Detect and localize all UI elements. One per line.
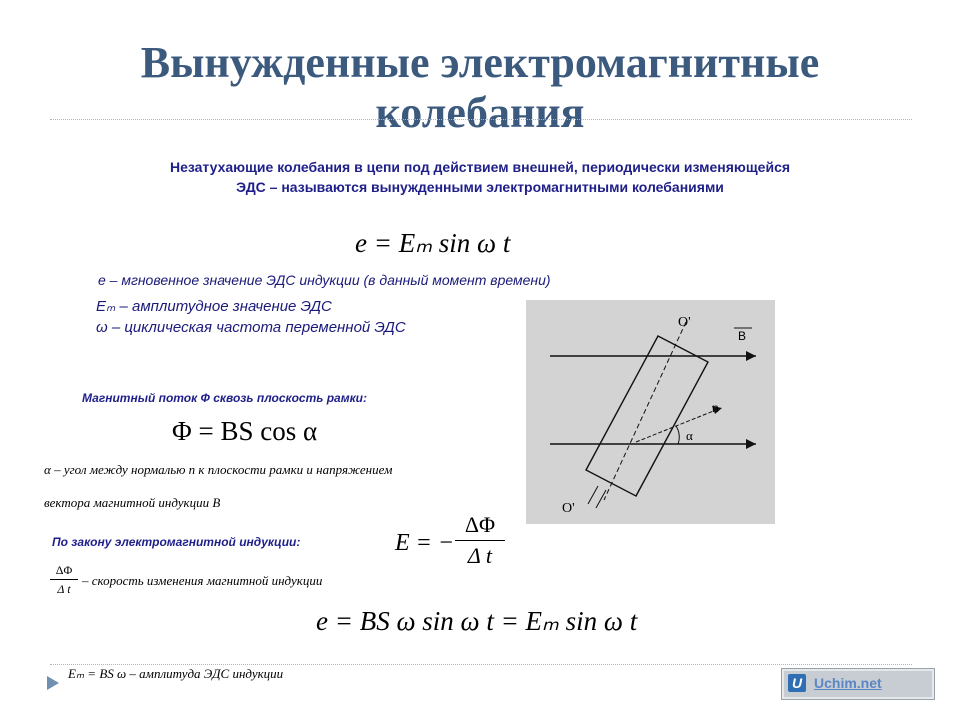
fraction-numerator: ΔΦ [464, 512, 496, 537]
subtitle-line-2: ЭДС – называются вынужденными электромагнитными колебаниями [236, 179, 724, 195]
frame-outline [586, 336, 708, 496]
rate-numerator: ΔΦ [55, 563, 73, 577]
induction-fraction [455, 512, 505, 569]
arrowhead-bottom-icon [746, 439, 756, 449]
fraction-bar [455, 540, 505, 541]
flux-note-line-1: α – угол между нормалью n к плоскости рамки и напряжением [44, 462, 393, 477]
nav-arrow-icon[interactable] [47, 676, 59, 695]
rate-bar [50, 579, 78, 580]
label-o-top: O' [678, 315, 691, 330]
flux-note-line-2: вектора магнитной индукции B [44, 495, 221, 510]
subtitle-line-1: Незатухающие колебания в цепи под действием внешней, периодически изменяющейся [169, 159, 791, 175]
definition-em: Eₘ – амплитудное значение ЭДС [96, 298, 332, 315]
rotation-axis [604, 322, 686, 500]
label-b: B [738, 329, 747, 343]
flux-formula: Φ = BS cos α [172, 416, 318, 446]
frame-axle [588, 486, 606, 508]
emf-formula: e = Eₘ sin ω t [355, 228, 511, 258]
diagram-svg [526, 300, 775, 524]
title-line-1: Вынужденные электромагнитные [140, 38, 820, 87]
induction-label: По закону электромагнитной индукции: [52, 535, 301, 549]
flux-label: Магнитный поток Ф сквозь плоскость рамки: [82, 391, 368, 405]
angle-arc [676, 426, 679, 444]
bottom-divider [50, 664, 912, 665]
label-alpha: α [686, 428, 693, 443]
rate-denominator: Δ t [57, 582, 71, 596]
rate-fraction [50, 563, 78, 596]
label-o-bottom: O' [562, 501, 575, 516]
slide-title [0, 38, 960, 138]
uchim-logo-text[interactable]: Uchim.net [814, 675, 882, 691]
rate-text: – скорость изменения магнитной индукции [82, 573, 323, 588]
definition-e: e – мгновенное значение ЭДС индукции (в данный момент времени) [98, 272, 551, 288]
amplitude-note: Eₘ = BS ω – амплитуда ЭДС индукции [68, 666, 284, 681]
final-formula: e = BS ω sin ω t = Eₘ sin ω t [316, 606, 638, 636]
fraction-denominator: Δ t [467, 543, 493, 568]
rotating-frame-diagram [526, 300, 775, 524]
subtitle [60, 157, 900, 197]
label-n: n [712, 401, 719, 415]
uchim-logo-icon: U [788, 674, 806, 692]
arrowhead-top-icon [746, 351, 756, 361]
definition-omega: ω – циклическая частота переменной ЭДС [96, 319, 406, 336]
uchim-logo[interactable] [781, 668, 935, 700]
title-line-2: колебания [375, 88, 585, 137]
title-divider [50, 119, 912, 120]
induction-formula-lhs: E = − [395, 530, 455, 556]
